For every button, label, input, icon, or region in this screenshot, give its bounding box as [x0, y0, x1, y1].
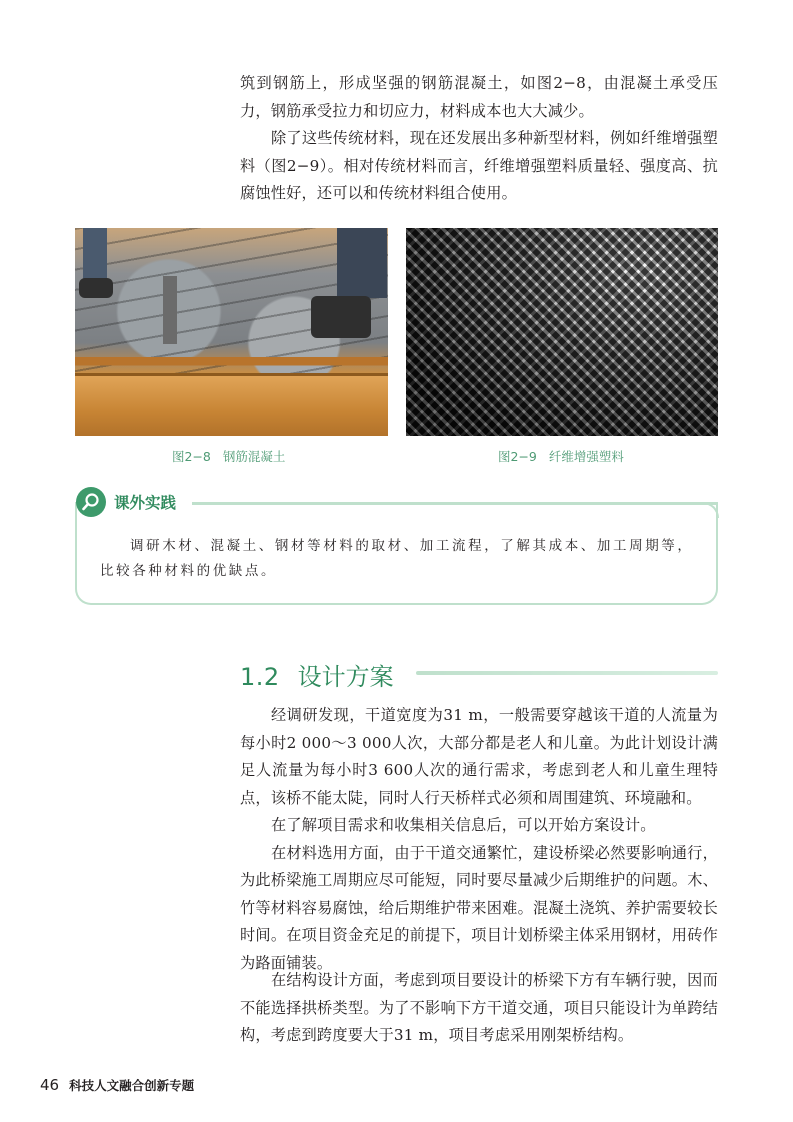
section-rule [416, 671, 718, 675]
section-paragraph-4: 在结构设计方面，考虑到项目要设计的桥梁下方有车辆行驶，因而不能选择拱桥类型。为了不影响下方干道交通，项目只能设计为单跨结构，考虑到跨度要大于31 m，项目考虑采用刚架桥结构。 [240, 971, 718, 1044]
practice-text: 调研木材、混凝土、钢材等材料的取材、加工流程，了解其成本、加工周期等，比较各种材料的优缺点。 [100, 538, 694, 579]
fiber-reinforced-plastic-photo [406, 228, 718, 436]
section-title: 设计方案 [297, 663, 394, 691]
section-paragraph-2: 在了解项目需求和收集相关信息后，可以开始方案设计。 [271, 816, 656, 834]
magnifier-icon [76, 487, 106, 517]
practice-title: 课外实践 [114, 494, 177, 512]
figure-caption-text: 纤维增强塑料 [548, 449, 624, 464]
figure-number: 图2−8 [172, 449, 211, 464]
intro-paragraph-2: 除了这些传统材料，现在还发展出多种新型材料，例如纤维增强塑料（图2−9）。相对传统材料而言，纤维增强塑料质量轻、强度高、抗腐蚀性好，还可以和传统材料组合使用。 [240, 129, 718, 202]
reinforced-concrete-photo [75, 228, 388, 436]
figure-number: 图2−9 [498, 449, 537, 464]
page-number: 46 [40, 1076, 60, 1094]
figure-caption-2-9 [498, 447, 624, 465]
intro-paragraph-1: 筑到钢筋上，形成坚强的钢筋混凝土，如图2−8，由混凝土承受压力，钢筋承受拉力和切应力，材料成本也大大减少。 [240, 74, 718, 120]
section-paragraph-1: 经调研发现，干道宽度为31 m，一般需要穿越该干道的人流量为每小时2 000～3 000人次，大部分都是老人和儿童。为此计划设计满足人流量为每小时3 600人次的通行需求，考虑到老人和儿童生理特点，该桥不能太陡，同时人行天桥样式必须和周围建筑、环境融和。 [240, 706, 718, 807]
running-title: 科技人文融合创新专题 [69, 1078, 195, 1093]
section-paragraph-3: 在材料选用方面，由于干道交通繁忙，建设桥梁必然要影响通行，为此桥梁施工周期应尽可能短，同时要尽量减少后期维护的问题。木、竹等材料容易腐蚀，给后期维护带来困难。混凝土浇筑、养护需要较长时间。在项目资金充足的前提下，项目计划桥梁主体采用钢材，用砖作为路面铺装。 [240, 843, 718, 972]
figure-caption-text: 钢筋混凝土 [222, 449, 286, 464]
section-number: 1.2 [240, 663, 280, 691]
page-footer [40, 1076, 194, 1094]
section-heading [240, 657, 394, 691]
figure-caption-2-8 [172, 447, 285, 465]
